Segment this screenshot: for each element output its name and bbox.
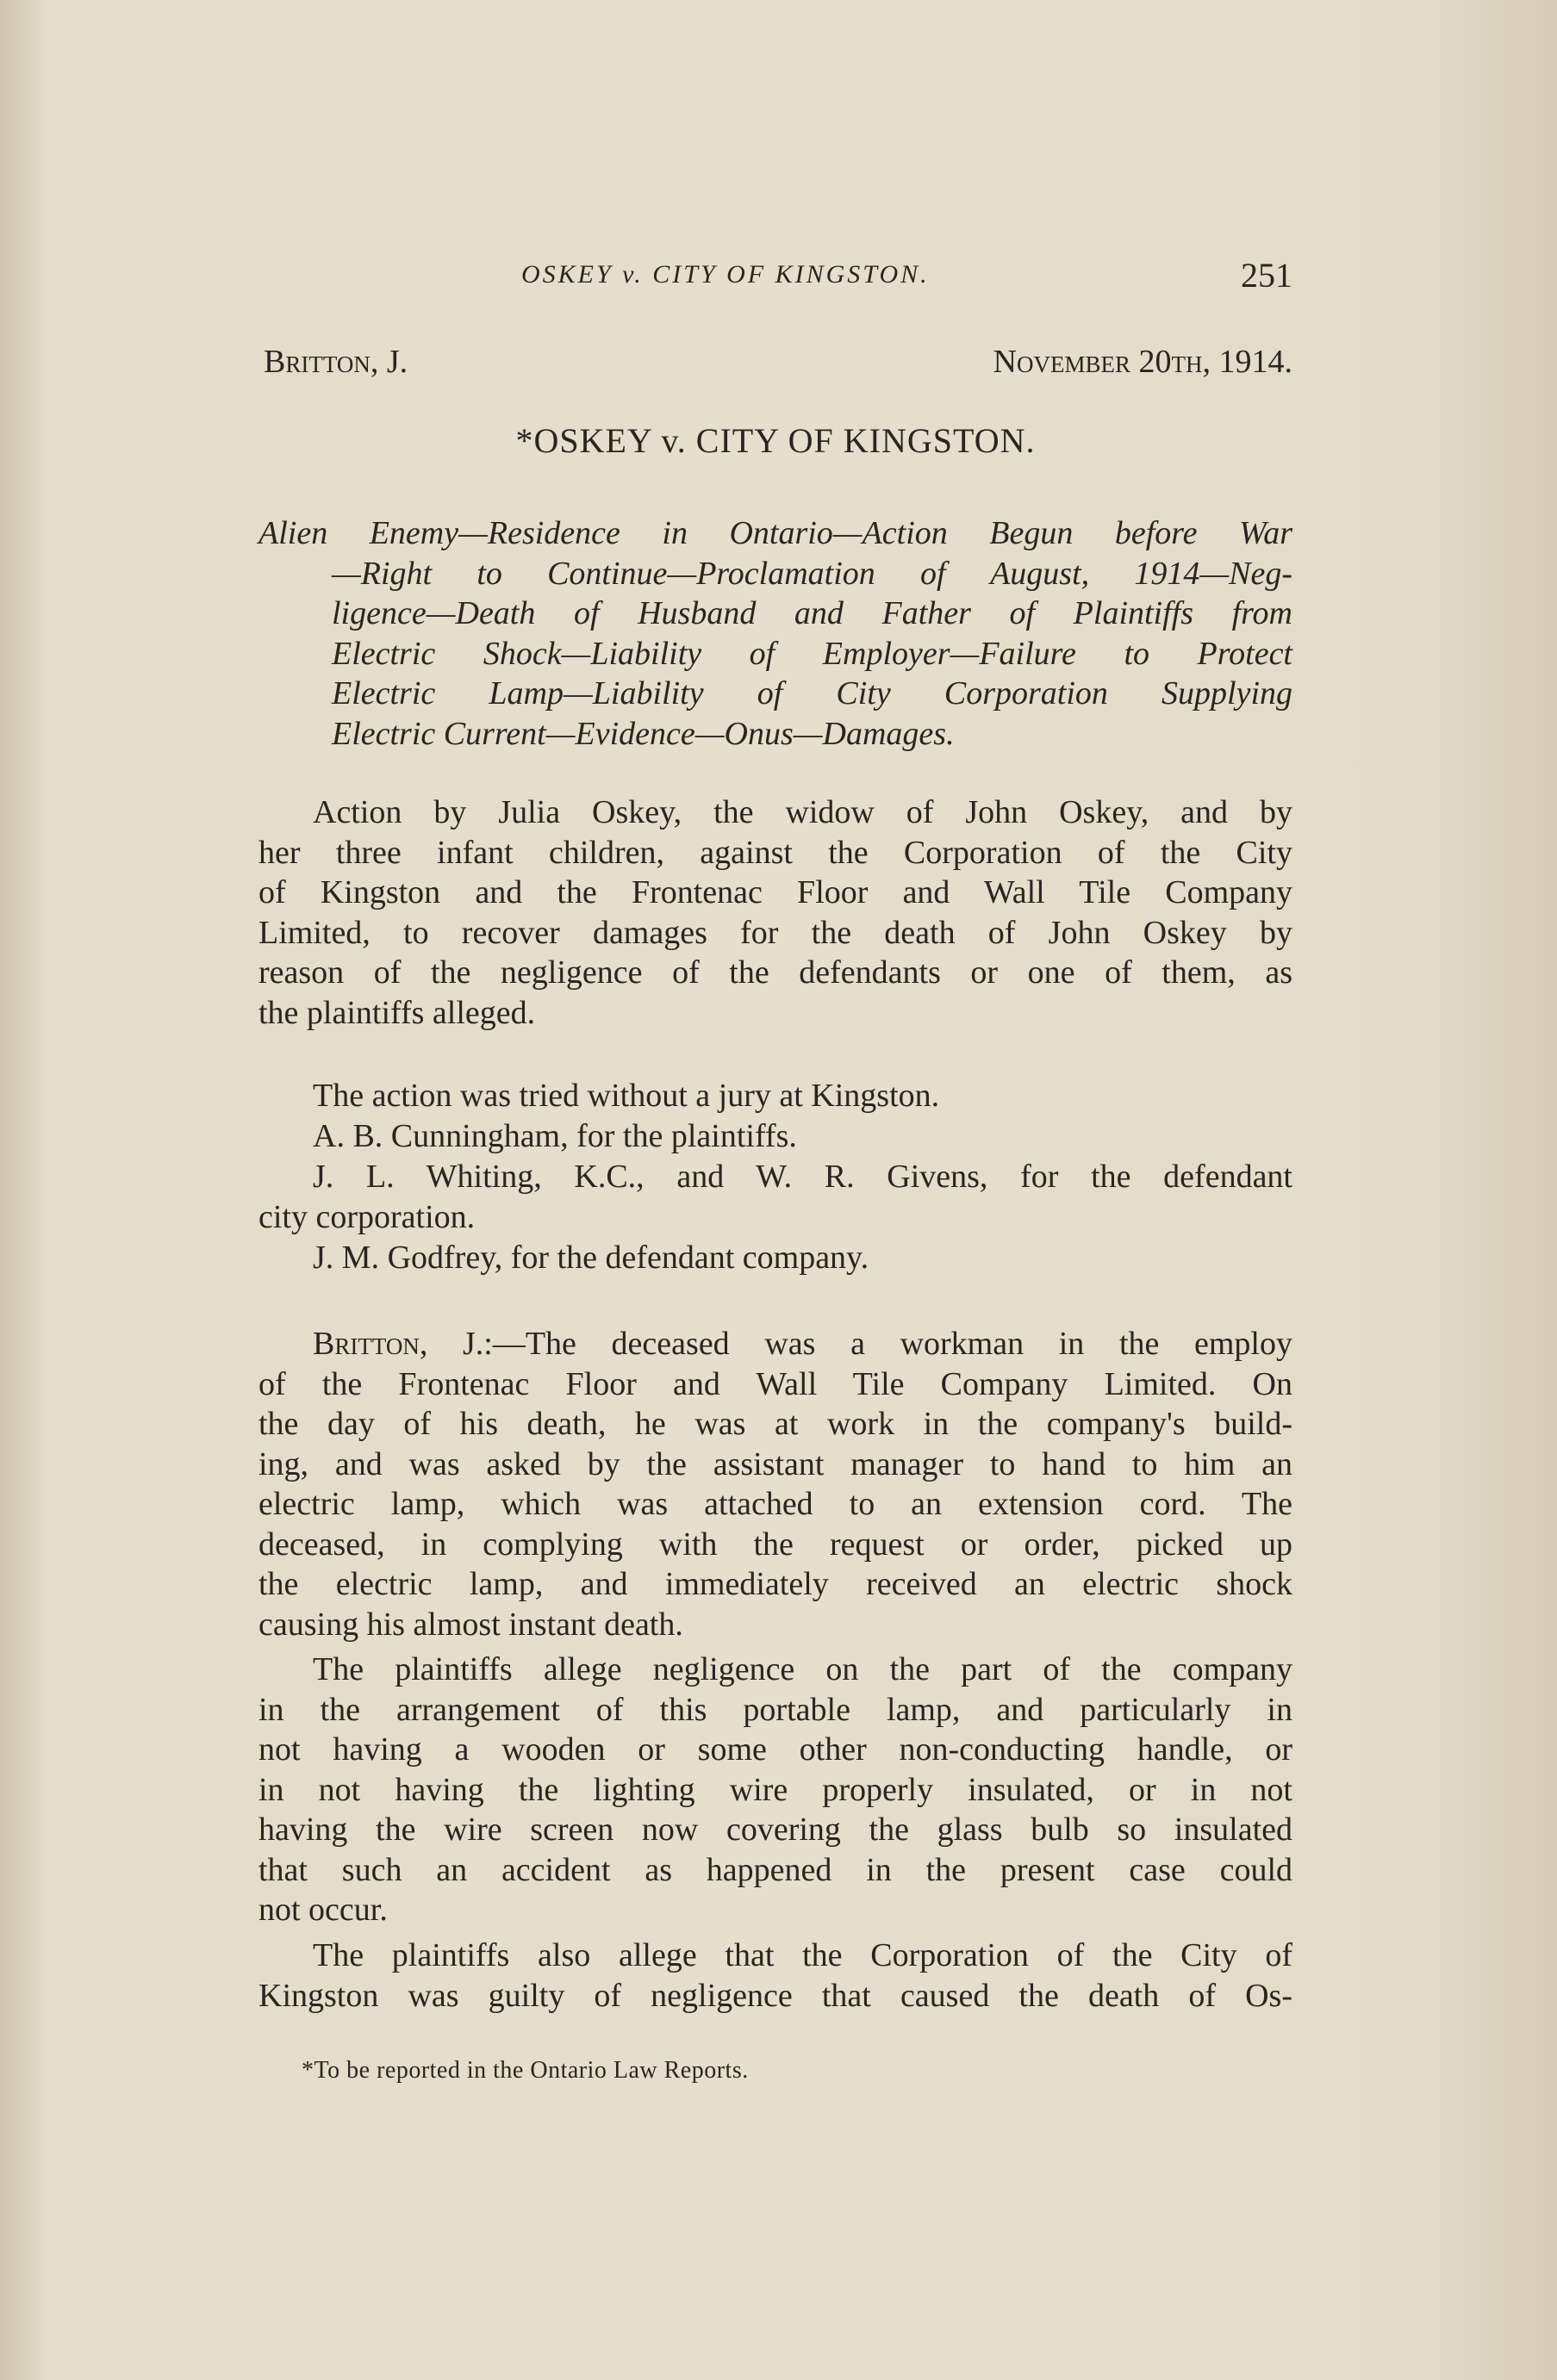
headnote [258,513,1292,754]
running-title: OSKEY v. CITY OF KINGSTON. [521,260,930,289]
running-head [258,256,1292,303]
paragraph-line: in not having the lighting wire properly insulated, or in not [258,1771,1292,1808]
paragraph-line: The plaintiffs allege negligence on the part of the company [313,1651,1292,1687]
headnote-line: Electric Shock—Liability of Employer—Failure to Protect [332,635,1292,672]
paragraph-line: not occur. [258,1892,388,1928]
paragraph-line: Kingston was guilty of negligence that caused the death of Os- [258,1977,1292,2014]
page-number: 251 [1241,256,1292,295]
judge-date-line [258,343,1292,390]
paragraph-line: of Kingston and the Frontenac Floor and Wall Tile Company [258,874,1292,910]
paragraph-line: that such an accident as happened in the present case could [258,1851,1292,1888]
paragraph-line: her three infant children, against the Corporation of the City [258,834,1292,871]
paragraph-line: of the Frontenac Floor and Wall Tile Company Limited. On [258,1365,1292,1402]
counsel-plaintiffs [258,1116,1292,1157]
headnote-line: Alien Enemy—Residence in Ontario—Action Begun before War [258,515,1292,551]
paragraph-line: the day of his death, he was at work in the company's build- [258,1406,1292,1442]
counsel-city [258,1157,1292,1237]
decision-date: November 20th, 1914. [993,344,1292,380]
paragraph-line: Limited, to recover damages for the death of John Oskey by [258,914,1292,951]
counsel-company [258,1238,1292,1278]
allegation-paragraph [258,1650,1292,1930]
footnote: *To be reported in the Ontario Law Reports. [302,2057,749,2084]
paragraph-line: reason of the negligence of the defendants or one of them, as [258,954,1292,991]
paragraph-line: A. B. Cunningham, for the plaintiffs. [313,1118,797,1154]
paragraph-line: electric lamp, which was attached to an extension cord. The [258,1486,1292,1522]
judge-name: Britton, J. [264,344,408,380]
city-allegation-paragraph [258,1936,1292,2016]
paragraph-line: J. M. Godfrey, for the defendant company. [313,1240,869,1276]
paragraph-line: city corporation. [258,1198,476,1235]
trial-paragraph [258,1076,1292,1116]
headnote-line: Electric Lamp—Liability of City Corporation Supplying [332,675,1292,712]
paragraph-line: The action was tried without a jury at Kingston. [313,1078,940,1114]
paragraph-line: the electric lamp, and immediately received an electric shock [258,1566,1292,1602]
action-paragraph [258,792,1292,1033]
paragraph-line: in the arrangement of this portable lamp, and particularly in [258,1691,1292,1728]
headnote-line: Electric Current—Evidence—Onus—Damages. [332,715,955,752]
headnote-line: ligence—Death of Husband and Father of Plaintiffs from [332,595,1292,631]
paragraph-line: the plaintiffs alleged. [258,994,536,1031]
judgment-paragraph [258,1324,1292,1644]
judgment-judge: Britton, J. [313,1326,484,1362]
judgment-opening: :—The deceased was a workman in the employ [483,1326,1292,1362]
headnote-line: —Right to Continue—Proclamation of August, 1914—Neg- [332,555,1292,592]
paragraph-line: not having a wooden or some other non-conducting handle, or [258,1731,1292,1768]
paragraph-line: ing, and was asked by the assistant manager to hand to him an [258,1445,1292,1482]
paragraph-line: having the wire screen now covering the glass bulb so insulated [258,1811,1292,1848]
case-title: *OSKEY v. CITY OF KINGSTON. [515,421,1036,460]
paragraph-line [258,1324,1292,1364]
paragraph-line: Action by Julia Oskey, the widow of John Oskey, and by [313,794,1292,830]
paragraph-line: causing his almost instant death. [258,1606,683,1643]
paragraph-line: J. L. Whiting, K.C., and W. R. Givens, for the defendant [313,1159,1292,1195]
paragraph-line: The plaintiffs also allege that the Corporation of the City of [313,1937,1292,1973]
paragraph-line: deceased, in complying with the request or order, picked up [258,1526,1292,1563]
